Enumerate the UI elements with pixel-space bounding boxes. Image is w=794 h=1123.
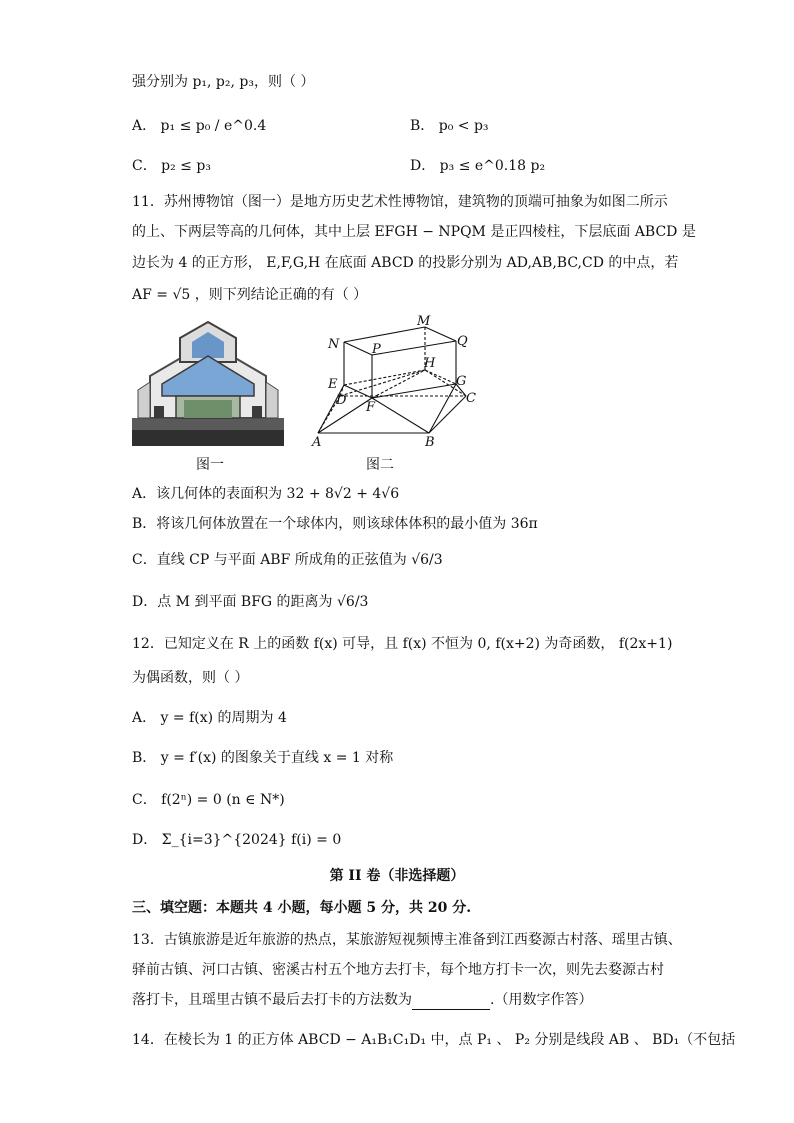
q11-option-c: C．直线 CP 与平面 ABF 所成角的正弦值为 √6/3	[132, 552, 443, 568]
q13-line-3-after: .（用数字作答）	[490, 992, 593, 1008]
q12-line-2: 为偶函数，则（ ）	[132, 670, 249, 686]
q10-option-b: B． p₀ < p₃	[410, 118, 489, 134]
label-d: D	[336, 393, 347, 408]
section-3-heading: 三、填空题：本题共 4 小题，每小题 5 分，共 20 分.	[132, 900, 472, 916]
q11-line-4: AF = √5 ，则下列结论正确的有（ ）	[132, 287, 368, 303]
q11-option-a: A．该几何体的表面积为 32 + 8√2 + 4√6	[132, 486, 400, 502]
q13-line-1: 13．古镇旅游是近年旅游的热点，某旅游短视频博主准备到江西婺源古村落、瑶里古镇、	[132, 932, 682, 948]
label-e: E	[328, 377, 338, 392]
label-c: C	[466, 391, 476, 406]
q13-line-3-before: 落打卡，且瑶里古镇不最后去打卡的方法数为	[132, 992, 412, 1008]
answer-blank	[412, 995, 490, 1010]
geometry-figure	[300, 310, 490, 450]
figure-1-caption: 图一	[196, 457, 224, 473]
part-2-title: 第 II 卷（非选择题）	[329, 868, 465, 884]
label-n: N	[328, 337, 340, 352]
q10-option-c: C． p₂ ≤ p₃	[132, 158, 211, 174]
museum-photo	[132, 318, 284, 446]
label-f: F	[366, 400, 376, 415]
q10-tail-text: 强分别为 p₁, p₂, p₃，则（ ）	[132, 74, 315, 90]
label-b: B	[425, 435, 435, 450]
label-h: H	[424, 356, 436, 371]
q10-option-d: D． p₃ ≤ e^0.18 p₂	[410, 158, 546, 174]
label-q: Q	[457, 334, 468, 349]
figure-2-caption: 图二	[366, 457, 394, 473]
q11-option-d: D．点 M 到平面 BFG 的距离为 √6/3	[132, 594, 369, 610]
label-g: G	[456, 374, 467, 389]
label-m: M	[417, 314, 431, 329]
q11-line-1: 11．苏州博物馆（图一）是地方历史艺术性博物馆，建筑物的顶端可抽象为如图二所示	[132, 194, 668, 210]
q12-option-a: A． y = f(x) 的周期为 4	[132, 710, 287, 726]
label-a: A	[312, 435, 322, 450]
q11-option-b: B．将该几何体放置在一个球体内，则该球体体积的最小值为 36π	[132, 516, 538, 532]
q12-option-b: B． y = f′(x) 的图象关于直线 x = 1 对称	[132, 750, 394, 766]
q12-option-d: D． Σ_{i=3}^{2024} f(i) = 0	[132, 832, 342, 848]
q10-option-a: A． p₁ ≤ p₀ / e^0.4	[132, 118, 267, 134]
q12-option-c: C． f(2ⁿ) = 0 (n ∈ N*)	[132, 792, 285, 808]
q12-line-1: 12．已知定义在 R 上的函数 f(x) 可导，且 f(x) 不恒为 0, f(x+2) 为奇函数， f(2x+1)	[132, 636, 673, 652]
q13-line-3	[132, 990, 592, 1010]
q11-line-3: 边长为 4 的正方形， E,F,G,H 在底面 ABCD 的投影分别为 AD,AB,BC,CD 的中点，若	[132, 255, 679, 271]
q13-line-2: 驿前古镇、河口古镇、密溪古村五个地方去打卡，每个地方打卡一次，则先去婺源古村	[132, 962, 664, 978]
q11-line-2: 的上、下两层等高的几何体，其中上层 EFGH − NPQM 是正四棱柱，下层底面 ABCD 是	[132, 224, 696, 240]
q14-line-1: 14．在棱长为 1 的正方体 ABCD − A₁B₁C₁D₁ 中，点 P₁ 、 P₂ 分别是线段 AB 、 BD₁（不包括	[132, 1032, 736, 1048]
label-p: P	[372, 342, 381, 357]
